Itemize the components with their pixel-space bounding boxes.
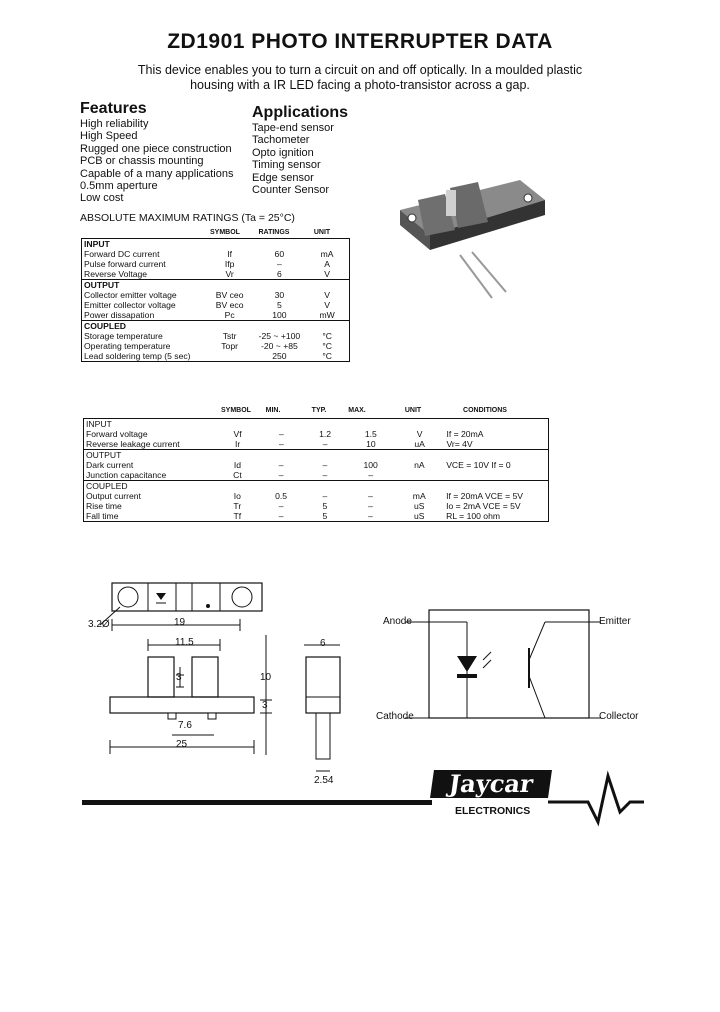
cell-param: Forward voltage [86,429,148,439]
table-row [82,310,349,320]
cell-max: – [368,501,373,511]
table-row [82,331,349,341]
cell-symbol [206,351,254,361]
dim-hole: 3.2Ø [88,619,110,630]
footer-rule [82,800,432,805]
application-item: Counter Sensor [252,184,330,197]
table-row [84,429,548,439]
features-section [80,100,233,205]
cell-cond: If = 20mA VCE = 5V [446,491,524,501]
cell-rating: – [276,259,282,269]
cell-min: – [278,429,284,439]
anode-label: Anode [383,616,412,627]
cell-param: Reverse Voltage [84,269,148,279]
elec-group [84,449,548,480]
intro-line: This device enables you to turn a circuit on and off optically. In a moulded plastic [137,63,583,77]
cell-min: – [278,501,284,511]
features-heading: Features [80,100,147,117]
table-row [82,259,349,269]
cell-symbol: Tstr [222,331,237,341]
cell-param: Rise time [86,501,122,511]
table-row [82,351,349,361]
cell-unit: V [324,290,330,300]
cell-symbol: Ir [234,439,241,449]
table-row [82,249,349,259]
application-item: Opto ignition [252,146,314,159]
cell-unit: nA [414,460,425,470]
cell-unit: mA [412,491,426,501]
cell-symbol: Pc [224,310,235,320]
cell-unit: uA [414,439,425,449]
feature-item: PCB or chassis mounting [80,155,204,168]
cell-symbol: Tr [233,501,242,511]
cell-cond: Io = 2mA VCE = 5V [446,501,521,511]
cell-symbol: Id [233,460,242,470]
table-row [82,269,349,279]
cell-unit: mA [320,249,334,259]
cell-rating: -25 ~ +100 [258,331,301,341]
feature-item: High reliability [80,118,149,130]
cell-unit: A [324,259,330,269]
col-unit: UNIT [404,407,422,414]
table-row [82,341,349,351]
table-row [84,511,548,521]
applications-list [252,122,348,196]
cell-typ: 1.2 [319,429,332,439]
cell-unit: V [324,300,330,310]
cell-param: Operating temperature [84,341,171,351]
cell-unit [395,470,445,480]
pulse-wave-icon [548,768,648,828]
group-label: OUTPUT [84,280,120,290]
dimension-drawing [80,575,360,795]
elec-group [84,480,548,521]
cell-cond: Vr= 4V [446,439,473,449]
group-label: COUPLED [84,321,127,331]
cell-max: – [368,470,374,480]
page-title: ZD1901 PHOTO INTERRUPTER DATA [167,30,553,53]
abs-group [82,239,349,279]
elec-table [83,418,549,522]
cell-max: 100 [363,460,378,470]
cell-param: Collector emitter voltage [84,290,177,300]
cell-unit: uS [413,511,425,521]
cell-typ: – [322,460,328,470]
dim-3b: 3 [262,700,268,711]
circuit-diagram [405,600,605,730]
cell-param: Power dissapation [84,310,155,320]
feature-item: Capable of a many applications [80,167,234,180]
cell-unit: V [416,429,423,439]
cell-max: – [368,491,373,501]
cell-symbol: Topr [221,341,238,351]
cell-symbol: Ct [233,470,242,480]
dim-25: 25 [176,739,188,750]
features-list [80,118,233,205]
table-row [84,439,548,449]
group-label: COUPLED [86,481,128,491]
cell-unit: V [324,269,330,279]
logo-subtext: ELECTRONICS [455,805,531,817]
cell-cond: If = 20mA [446,429,484,439]
cell-rating: 6 [276,269,282,279]
cell-param: Reverse leakage current [86,439,180,449]
cell-max: 10 [366,439,376,449]
intro-line: housing with a IR LED facing a photo-transistor across a gap. [190,78,530,92]
cell-symbol: Tf [233,511,242,521]
group-label: OUTPUT [86,450,122,460]
cell-param: Lead soldering temp (5 sec) [84,351,191,361]
intro-text [60,63,660,93]
jaycar-logo [430,770,552,798]
dim-2-54: 2.54 [314,775,334,786]
feature-item: Rugged one piece construction [80,142,232,155]
table-row [82,290,349,300]
dim-7-6: 7.6 [178,720,192,731]
cell-min: – [278,511,284,521]
cell-max: – [368,511,373,521]
cell-typ: – [322,491,328,501]
cell-param: Dark current [86,460,134,470]
cell-param: Fall time [86,511,119,521]
cell-symbol: Vr [225,269,234,279]
feature-item: High Speed [80,130,138,143]
elec-group [84,419,548,449]
dim-11-5: 11.5 [175,637,194,648]
product-photo [370,170,570,310]
cell-typ: – [322,439,328,449]
cell-symbol: BV eco [215,300,244,310]
logo-text: Jaycar [447,769,535,798]
abs-group [82,320,349,361]
cell-unit: °C [322,341,332,351]
dim-6: 6 [320,638,326,649]
cell-cond: VCE = 10V If = 0 [446,460,511,470]
cell-rating: 100 [272,310,287,320]
cell-param: Output current [86,491,141,501]
col-typ: TYP. [311,407,327,414]
col-symbol: SYMBOL [210,229,240,236]
cell-max: 1.5 [364,429,377,439]
application-item: Edge sensor [252,171,314,184]
col-min: MIN. [265,407,281,414]
abs-group [82,279,349,320]
table-row [84,460,548,470]
cell-typ: – [322,470,328,480]
cell-unit: mW [319,310,335,320]
dim-10: 10 [260,672,272,683]
applications-section [252,104,348,196]
cell-symbol: If [227,249,232,259]
table-row [84,491,548,501]
col-unit: UNIT [313,229,331,236]
cell-symbol: Io [233,491,241,501]
emitter-label: Emitter [599,616,631,627]
cell-min: 0.5 [275,491,288,501]
cell-typ: 5 [322,501,328,511]
collector-label: Collector [599,711,639,722]
col-max: MAX. [348,407,366,414]
application-item: Tape-end sensor [252,122,334,134]
cell-cond [444,470,548,480]
abs-max-table [81,238,350,362]
cell-param: Forward DC current [84,249,160,259]
cell-unit: °C [322,351,332,361]
table-row [82,300,349,310]
cell-param: Emitter collector voltage [84,300,176,310]
cell-symbol: Ifp [224,259,235,269]
feature-item: 0.5mm aperture [80,180,158,193]
cell-symbol: Vf [233,429,242,439]
abs-max-heading: ABSOLUTE MAXIMUM RATINGS (Ta = 25°C) [80,212,295,224]
cell-rating: -20 ~ +85 [261,341,298,351]
cell-min: – [278,470,284,480]
cell-typ: 5 [322,511,328,521]
cell-rating: 60 [274,249,285,259]
table-row [84,501,548,511]
application-item: Timing sensor [252,159,321,172]
cell-param: Pulse forward current [84,259,166,269]
cathode-label: Cathode [376,711,414,722]
cell-cond: RL = 100 ohm [446,511,501,521]
cell-min: – [278,460,284,470]
application-item: Tachometer [252,134,310,147]
cell-unit: °C [322,331,332,341]
table-row [84,470,548,480]
cell-param: Junction capacitance [86,470,167,480]
cell-rating: 250 [272,351,287,361]
cell-symbol: BV ceo [215,290,244,300]
cell-rating: 30 [274,290,285,300]
cell-unit: uS [413,501,425,511]
cell-min: – [278,439,284,449]
col-conditions: CONDITIONS [463,407,507,414]
dim-19: 19 [174,617,186,628]
cell-rating: 5 [276,300,282,310]
col-ratings: RATINGS [258,229,290,236]
group-label: INPUT [84,239,110,249]
cell-param: Storage temperature [84,331,163,341]
col-symbol: SYMBOL [221,407,251,414]
dim-3a: 3 [176,672,182,683]
applications-heading: Applications [252,104,349,121]
group-label: INPUT [86,419,112,429]
feature-item: Low cost [80,192,124,205]
